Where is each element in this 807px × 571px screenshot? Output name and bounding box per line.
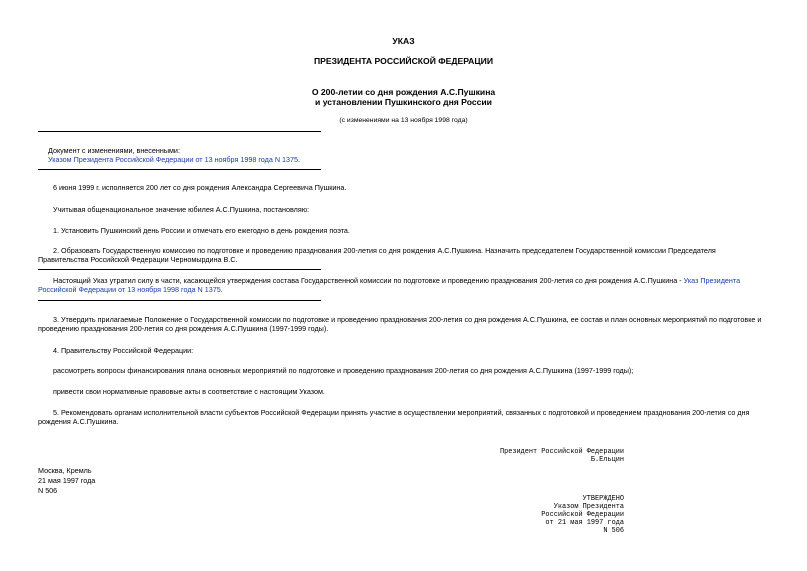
paragraph-item-4: 4. Правительству Российской Федерации:	[53, 346, 194, 355]
paragraph-resolve: Учитывая общенациональное значение юбилея А.С.Пушкина, постановляю:	[53, 205, 310, 214]
subject-line-2: и установлении Пушкинского дня России	[315, 97, 492, 107]
paragraph-item-5-line-1: 5. Рекомендовать органам исполнительной власти субъектов Российской Федерации принять участие в осуществлении мероприятий, связанных с подготовкой и проведением празднования 200-летия со дня	[53, 408, 750, 417]
decree-1375-link[interactable]: Указом Президента Российской Федерации от 13 ноября 1998 года N 1375	[48, 155, 298, 164]
signature-role: Президент Российской Федерации	[499, 448, 624, 456]
changes-trailing: .	[298, 155, 300, 164]
decree-1375-link-a[interactable]: Указ Президента	[683, 276, 741, 285]
paragraph-item-4-acts: привести свои нормативные правовые акты в соответствие с настоящим Указом.	[53, 387, 325, 396]
decree-number: N 506	[38, 486, 58, 495]
repeal-note-trailing: .	[220, 285, 223, 294]
paragraph-item-2-line-1: 2. Образовать Государственную комиссию по подготовке и проведению празднования 200-летия со дня рождения А.С.Пушкина. Назначить председателем Государственной комиссии Председателя	[53, 246, 716, 255]
signature-name: Б.Ельцин	[590, 456, 624, 464]
paragraph-item-1: 1. Установить Пушкинский день России и отмечать его ежегодно в день рождения поэта.	[53, 226, 350, 235]
paragraph-item-5-line-2: рождения А.С.Пушкина.	[38, 417, 119, 426]
changes-reference	[48, 155, 300, 164]
approval-line-5: N 506	[603, 527, 624, 535]
decree-1375-link-b[interactable]: Российской Федерации от 13 ноября 1998 года N 1375	[38, 285, 221, 294]
repeal-note-line-2	[38, 285, 223, 294]
paragraph-item-3-line-1: 3. Утвердить прилагаемые Положение о Государственной комиссии по подготовке и проведению празднования 200-летия со дня рождения А.С.Пушкина, ее состав и план основных мероприятий по подготовке и	[53, 315, 762, 324]
paragraph-item-3-line-2: проведению празднования 200-летия со дня рождения А.С.Пушкина (1997-1999 годы).	[38, 324, 329, 333]
divider	[38, 269, 321, 270]
place: Москва, Кремль	[38, 466, 92, 475]
divider	[38, 169, 321, 170]
repeal-note-text: Настоящий Указ утратил силу в части, касающейся утверждения состава Государственной комиссии по подготовке и проведению празднования 200-летия со дня рождения А.С.Пушкина -	[53, 276, 684, 285]
amendment-note: (с изменениями на 13 ноября 1998 года)	[339, 117, 468, 124]
paragraph-anniversary: 6 июня 1999 г. исполняется 200 лет со дня рождения Александра Сергеевича Пушкина.	[53, 183, 347, 192]
approval-line-2: Указом Президента	[553, 503, 624, 511]
approval-line-3: Российской Федерации	[541, 511, 624, 519]
changes-label: Документ с изменениями, внесенными:	[48, 146, 180, 155]
repeal-note-line-1	[53, 276, 769, 285]
divider	[38, 300, 321, 301]
decree-heading: УКАЗ	[392, 36, 415, 46]
paragraph-item-2-line-2: Правительства Российской Федерации Черномырдина В.С.	[38, 255, 238, 264]
divider	[38, 131, 321, 132]
approval-line-4: от 21 мая 1997 года	[545, 519, 624, 527]
issuer-heading: ПРЕЗИДЕНТА РОССИЙСКОЙ ФЕДЕРАЦИИ	[313, 56, 494, 66]
approval-line-1: УТВЕРЖДЕНО	[582, 495, 624, 503]
date: 21 мая 1997 года	[38, 476, 96, 485]
paragraph-item-4-financing: рассмотреть вопросы финансирования плана основных мероприятий по подготовке и проведению празднования 200-летия со дня рождения А.С.Пушкина (1997-1999 годы);	[53, 366, 634, 375]
subject-line-1: О 200-летии со дня рождения А.С.Пушкина	[311, 87, 496, 97]
